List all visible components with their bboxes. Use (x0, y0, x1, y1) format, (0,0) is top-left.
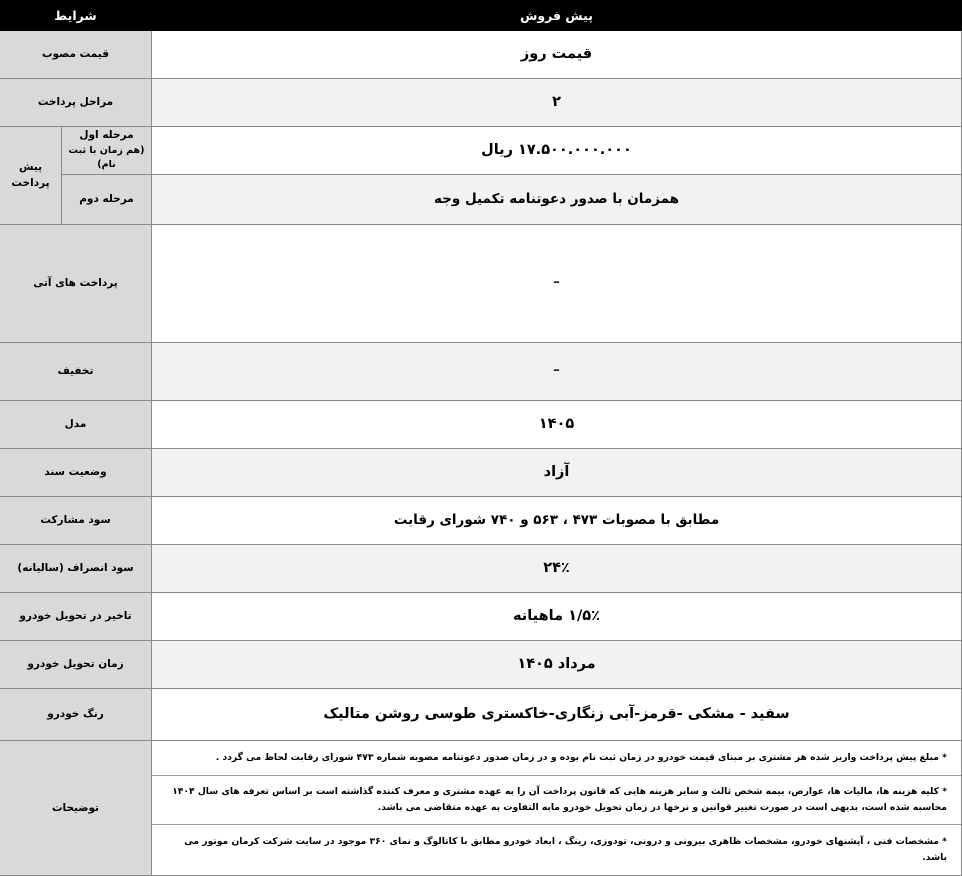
table-row (0, 175, 962, 225)
cell-label-model: مدل (0, 401, 152, 449)
first-stage-label-note: (هم زمان با ثبت نام) (68, 145, 145, 171)
cell-label-payment-stages: مراحل پرداخت (0, 79, 152, 127)
table-row-notes (0, 741, 962, 876)
table-row (0, 79, 962, 127)
table-row (0, 449, 962, 497)
cell-value-cancellation-profit: ۲۴٪ (152, 545, 962, 593)
table-header-row (0, 1, 962, 31)
cell-label-future-payments: پرداخت های آتی (0, 225, 152, 343)
cell-label-first-stage (62, 127, 152, 175)
cell-label-cancellation-profit: سود انصراف (سالیانه) (0, 545, 152, 593)
table-row (0, 641, 962, 689)
cell-label-document-status: وضعیت سند (0, 449, 152, 497)
cell-value-delivery-delay: ۱/۵٪ ماهیانه (152, 593, 962, 641)
cell-value-first-stage: ۱۷.۵۰۰.۰۰۰.۰۰۰ ریال (152, 127, 962, 175)
header-value-column: پیش فروش (152, 1, 962, 31)
table-row (0, 127, 962, 175)
cell-label-approved-price: قیمت مصوب (0, 31, 152, 79)
table-row (0, 545, 962, 593)
cell-value-payment-stages: ۲ (152, 79, 962, 127)
cell-value-document-status: آزاد (152, 449, 962, 497)
cell-value-future-payments: – (152, 225, 962, 343)
cell-label-car-color: رنگ خودرو (0, 689, 152, 741)
note-item: * مبلغ پیش پرداخت واریز شده هر مشتری بر مبنای قیمت خودرو در زمان ثبت نام بوده و در زمان صدور دعوتنامه مصوبه شماره ۴۷۳ شورای رقابت لحاظ می گردد . (152, 741, 961, 776)
table-row (0, 401, 962, 449)
table-row (0, 689, 962, 741)
cell-label-delivery-delay: تاخیر در تحویل خودرو (0, 593, 152, 641)
cell-value-second-stage: همزمان با صدور دعوتنامه تکمیل وجه (152, 175, 962, 225)
table-row (0, 593, 962, 641)
header-label-column: شرایط (0, 1, 152, 31)
cell-value-approved-price: قیمت روز (152, 31, 962, 79)
cell-value-discount: – (152, 343, 962, 401)
cell-value-model: ۱۴۰۵ (152, 401, 962, 449)
note-item: * کلیه هزینه ها، مالیات ها، عوارض، بیمه شخص ثالث و سایر هزینه هایی که قانون پرداخت آن را به عهده مشتری و معرف کننده گذاشته است بر اساس تعرفه های سال ۱۴۰۴ محاسبه شده است، بدیهی است در صورت تغییر قوانین و نرخها در زمان تحویل خودرو مابه التفاوت به عهده متقاضی می باشد. (152, 776, 961, 825)
table-row (0, 343, 962, 401)
first-stage-label-main: مرحله اول (79, 129, 134, 142)
cell-label-discount: تخفیف (0, 343, 152, 401)
cell-label-delivery-time: زمان تحویل خودرو (0, 641, 152, 689)
cell-group-prepayment: پیش پرداخت (0, 127, 62, 225)
cell-value-car-color: سفید - مشکی -قرمز-آبی زنگاری-خاکستری طوسی روشن متالیک (152, 689, 962, 741)
table-row (0, 225, 962, 343)
table-row (0, 497, 962, 545)
cell-value-delivery-time: مرداد ۱۴۰۵ (152, 641, 962, 689)
cell-notes-container (152, 741, 962, 876)
cell-label-participation-profit: سود مشارکت (0, 497, 152, 545)
cell-label-second-stage: مرحله دوم (62, 175, 152, 225)
cell-value-participation-profit: مطابق با مصوبات ۴۷۳ ، ۵۶۳ و ۷۴۰ شورای رقابت (152, 497, 962, 545)
table-row (0, 31, 962, 79)
note-item: * مشخصات فنی ، آپشنهای خودرو، مشخصات ظاهری بیرونی و درونی، تودوزی، رینگ ، ابعاد خودرو مطابق با کاتالوگ و نمای ۳۶۰ موجود در سایت شرکت کرمان موتور می باشد. (184, 836, 947, 864)
cell-label-notes: توضیحات (0, 741, 152, 876)
